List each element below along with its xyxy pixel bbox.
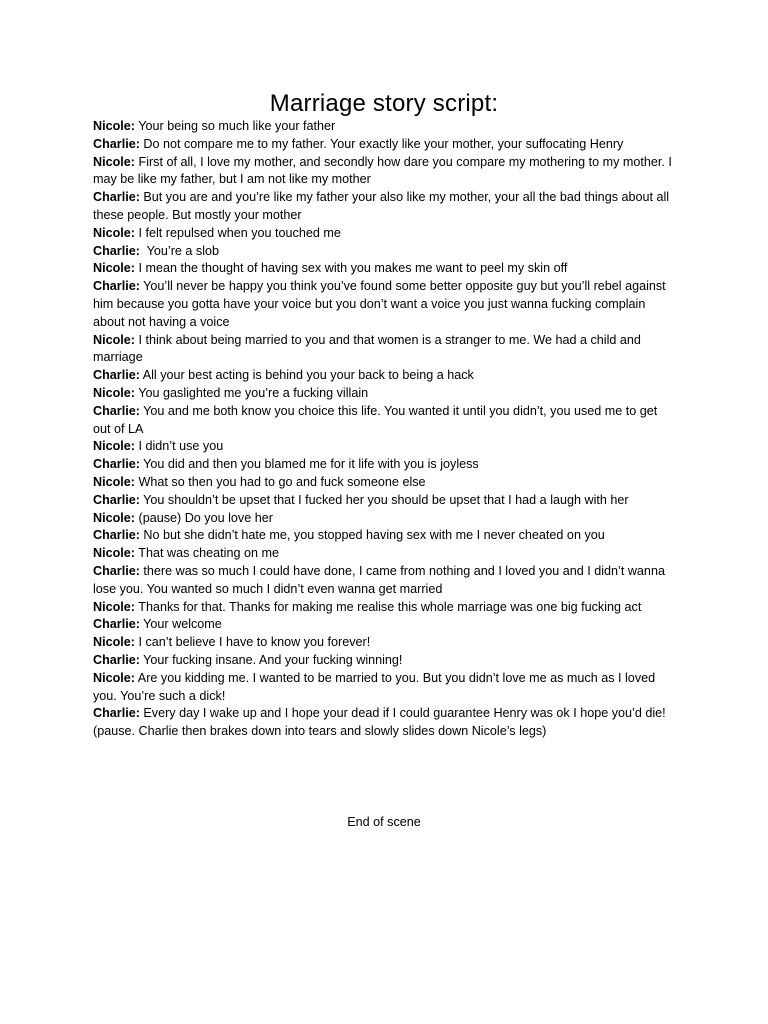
speaker-name: Charlie: <box>93 563 140 578</box>
speaker-name: Charlie: <box>93 243 140 258</box>
script-line <box>93 510 677 528</box>
script-line <box>93 278 677 331</box>
script-line <box>93 332 677 368</box>
speaker-name: Charlie: <box>93 652 140 667</box>
script-line <box>93 563 677 599</box>
script-line <box>93 225 677 243</box>
speaker-name: Nicole: <box>93 474 135 489</box>
script-line <box>93 492 677 510</box>
speaker-name: Charlie: <box>93 190 140 205</box>
dialogue-text: I think about being married to you and that women is a stranger to me. We had a child and marriage <box>93 332 641 365</box>
script-line <box>93 705 677 741</box>
speaker-name: Nicole: <box>93 635 135 650</box>
script-line <box>93 438 677 456</box>
speaker-name: Nicole: <box>93 385 135 400</box>
dialogue-text: No but she didn’t hate me, you stopped having sex with me I never cheated on you <box>139 528 605 543</box>
dialogue-text: You gaslighted me you’re a fucking villain <box>135 385 369 400</box>
script-line <box>93 189 677 225</box>
speaker-name: Nicole: <box>93 599 135 614</box>
dialogue-text: You and me both know you choice this life. You wanted it until you didn’t, you used me to get out of LA <box>93 403 658 436</box>
speaker-name: Charlie: <box>93 528 140 543</box>
dialogue-text: I felt repulsed when you touched me <box>135 225 341 240</box>
dialogue-text: You’ll never be happy you think you’ve found some better opposite guy but you’ll rebel against him because you gotta have your voice but you don’t want a voice you just wanna fucking complain about not having a voice <box>93 279 666 329</box>
speaker-name: Charlie: <box>93 617 140 632</box>
script-line <box>93 243 677 261</box>
script-line <box>93 136 677 154</box>
speaker-name: Nicole: <box>93 670 135 685</box>
dialogue-text: You shouldn’t be upset that I fucked her you should be upset that I had a laugh with her <box>139 492 629 507</box>
script-line <box>93 118 677 136</box>
dialogue-text: (pause) Do you love her <box>135 510 273 525</box>
dialogue-text: Thanks for that. Thanks for making me realise this whole marriage was one big fucking act <box>135 599 642 614</box>
script-line <box>93 616 677 634</box>
dialogue-text: there was so much I could have done, I came from nothing and I loved you and I didn’t wanna lose you. You wanted so much I didn’t even wanna get married <box>93 563 665 596</box>
dialogue-text: Your welcome <box>139 617 222 632</box>
dialogue-text: Every day I wake up and I hope your dead if I could guarantee Henry was ok I hope you’d die! (pause. Charlie then brakes down into tears and slowly slides down Nicole’s legs) <box>93 706 666 739</box>
dialogue-text: Are you kidding me. I wanted to be married to you. But you didn’t love me as much as I loved you. You’re such a dick! <box>93 670 656 703</box>
speaker-name: Charlie: <box>93 279 140 294</box>
speaker-name: Nicole: <box>93 546 135 561</box>
script-line <box>93 385 677 403</box>
dialogue-text: Do not compare me to my father. Your exactly like your mother, your suffocating Henry <box>139 136 624 151</box>
dialogue-text: All your best acting is behind you your back to being a hack <box>139 368 474 383</box>
speaker-name: Nicole: <box>93 119 135 133</box>
speaker-name: Nicole: <box>93 332 135 347</box>
dialogue-text: Your being so much like your father <box>135 119 336 133</box>
dialogue-text: I can’t believe I have to know you forever! <box>135 635 371 650</box>
dialogue-text: I didn’t use you <box>135 439 224 454</box>
speaker-name: Charlie: <box>93 492 140 507</box>
script-line <box>93 652 677 670</box>
speaker-name: Nicole: <box>93 510 135 525</box>
speaker-name: Nicole: <box>93 439 135 454</box>
script-line <box>93 367 677 385</box>
speaker-name: Nicole: <box>93 225 135 240</box>
dialogue-text: Your fucking insane. And your fucking winning! <box>139 652 403 667</box>
script-body <box>93 118 677 741</box>
dialogue-text: I mean the thought of having sex with you makes me want to peel my skin off <box>135 261 568 276</box>
script-line <box>93 545 677 563</box>
speaker-name: Charlie: <box>93 706 140 721</box>
dialogue-text: First of all, I love my mother, and secondly how dare you compare my mothering to my mother. I may be like my father, but I am not like my mother <box>93 154 672 187</box>
script-line <box>93 634 677 652</box>
script-line <box>93 154 677 190</box>
script-line <box>93 599 677 617</box>
script-line <box>93 403 677 439</box>
dialogue-text: But you are and you’re like my father your also like my mother, your all the bad things about all these people. But mostly your mother <box>93 190 670 222</box>
script-line <box>93 670 677 706</box>
script-line <box>93 527 677 545</box>
dialogue-text: What so then you had to go and fuck someone else <box>135 474 426 489</box>
document-title: Marriage story script: <box>269 90 499 117</box>
dialogue-text: You’re a slob <box>139 243 220 258</box>
end-of-scene-note: End of scene <box>347 815 421 829</box>
script-line <box>93 260 677 278</box>
speaker-name: Nicole: <box>93 261 135 276</box>
script-line <box>93 474 677 492</box>
speaker-name: Charlie: <box>93 403 140 418</box>
speaker-name: Charlie: <box>93 368 140 383</box>
script-line <box>93 456 677 474</box>
dialogue-text: That was cheating on me <box>135 546 279 561</box>
speaker-name: Nicole: <box>93 154 135 169</box>
dialogue-text: You did and then you blamed me for it life with you is joyless <box>139 457 479 472</box>
speaker-name: Charlie: <box>93 136 140 151</box>
speaker-name: Charlie: <box>93 457 140 472</box>
